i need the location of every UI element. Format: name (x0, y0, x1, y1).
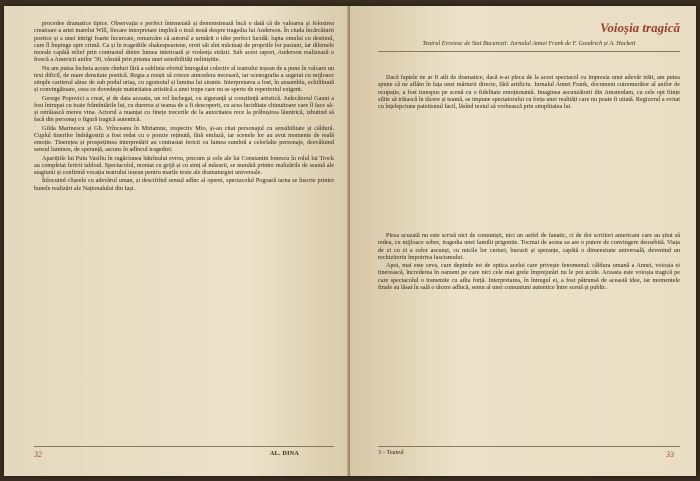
paragraph: Piesa acuzată nu este scrisă nici de comuniști, nici un astfel de fanatic, ci de doi scriitori americani care au știut să redea, cu mijloace sobre, tragedia unei familii prigonite. Tocmai de aceea ea are o putere de convingere deosebită. Viața de zi cu zi a celor ascunși, cu micile lor certuri, bucurii și speranțe, capătă o dimensiune universală, devenind un rechizitoriu împotriva fascismului. (378, 232, 680, 261)
paragraph: Înlocuind clișeele cu adevărul uman, și descifrînd sensul adînc al operei, spectacolul Pogoară iarna se înscrie printre bunele realizări ale Naționalului din Iași. (34, 177, 334, 192)
book-spread (4, 6, 696, 476)
right-page-text-top (378, 74, 680, 226)
left-page (4, 6, 350, 476)
page-number: 32 (34, 450, 42, 459)
signature-mark: 3 – Teatrul (378, 450, 404, 456)
paragraph: Nu am putea încheia aceste rînduri fără a sublinia efortul întregului colectiv al teatrului ieșean de a pune în valoare un text dificil, de mare densitate poetică. Regia a reușit să creeze atmosfera necesară, iar scenografia a sugerat cu mijloace simple cartierul sărac de sub podul uriaș, cu zgomotul și lumina lui stranie. Interpretarea a fost, în ansamblu, echilibrată și convingătoare, ceea ce dovedește maturitatea artistică a unei trupe care nu se sperie de repertoriul exigent. (34, 64, 334, 94)
footer-rule (34, 446, 334, 447)
paragraph: Aparițiile lui Puiu Vasiliu în rugăciunea bătrînului evreu, precum și cele ale lui Constantin Ionescu în rolul lui Trock au completat fericit tabloul. Spectacolul, montat cu grijă și cu simț al măsurii, se numără printre realizările de seamă ale stagiunii și confirmă vocația teatrului ieșean pentru marile texte ale dramaturgiei universale. (34, 154, 334, 176)
title-rule (378, 51, 680, 52)
footer-rule (378, 446, 680, 447)
left-page-text (34, 20, 334, 450)
article-subtitle: Teatrul Evreiesc de Stat București: Jurnalul Annei Frank de F. Goodrich și A. Hackett (422, 40, 636, 47)
page-number: 33 (666, 450, 674, 459)
paragraph: Dacă faptele ne ar fi atît de dramatice, dacă n-ai pleca de la acest spectacol cu impresia unui adevăr trăit, am putea spune că ne aflăm în fața unei mărturii directe, fără artificiu. Jurnalul Annei Frank, document cutremurător al anilor de ocupație, a fost transpus pe scenă cu o fidelitate emoționantă. Imaginea ascunzătorii din Amsterdam, cu cele opt ființe silite să trăiască în tăcere și teamă, se impune spectatorului cu forța unei realități care nu poate fi uitată. Regizorul a evitat cu înțelepciune patetismul facil, lăsînd textul să vorbească prin simplitatea lui. (378, 74, 680, 110)
paragraph: Apoi, mai este ceva, care depinde tot de optica acelui care privește fenomenul: căldura umană a Annei, voioșia ei tinerească, încrederea în oameni pe care nici cele mai grele împrejurări nu le pot ucide. Aceasta este voioșia tragică pe care spectacolul o transmite cu atîta forță. Interpretarea, în întregul ei, a fost pătrunsă de această idee, iar momentele finale au lăsat în sală o tăcere adîncă, semn al unei comuniuni autentice între scenă și public. (378, 262, 680, 291)
article-title: Voioșia tragică (600, 20, 680, 35)
paragraph: George Popovici a creat, și de data aceasta, un rol închegat, cu siguranță și conștiință artistică. Judecătorul Gaunt a fost întrupat cu toate frămîntările lui, cu durerea și teama de a fi descoperit, cu acea luciditate chinuitoare care îl face să-și retrăiască mereu vina. Actorul a nuanțat cu finețe trecerile de la autoritatea rece la prăbușirea lăuntrică, izbutind să facă din personaj o figură tragică autentică. (34, 94, 334, 124)
author-signature: AL. DINA (270, 451, 300, 457)
right-page (350, 6, 696, 476)
paragraph: Gilda Marinescu și Gh. Vrînceanu în Miriamne, respectiv Mio, și-au citat personajul cu sensibilitate și căldură. Cuplul tinerilor îndrăgostiți a fost redat cu o poezie reținută, fără emfază, iar scenele lor au avut momente de reală emoție. Tinerețea și prospețimea interpretării au contrastat fericit cu lumea sumbră a celorlalte personaje, dezvăluind sensul luminos, de speranță, ascuns în adîncul tragediei. (34, 124, 334, 154)
right-page-text-bottom (378, 232, 680, 452)
paragraph: procedee dramatice tipice. Observația e perfect întemeiată și demonstrează încă o dată că de valoarea și folosirea creatoare a artei marelui Will, fiecare interpretare implică o teză nouă despre tragedia lui Anderson. În ciuda încărcăturii poetice și a unei intrigi foarte încurcate, remarcăm că autorul a urmărit o idee perfect lucidă: lupta omului cu destinul, care îl împinge spre crimă. Ca și în tragediile shakespeariene, eroii săi sînt măcinați de propriile lor pasiuni, iar dilemele morale capătă relief prin contrastul dintre lumea interioară și violența străzii. Sub acest raport, Anderson realizează o frescă a Americii anilor '30, văzută prin prisma unei sensibilități neliniștite. (34, 20, 334, 64)
